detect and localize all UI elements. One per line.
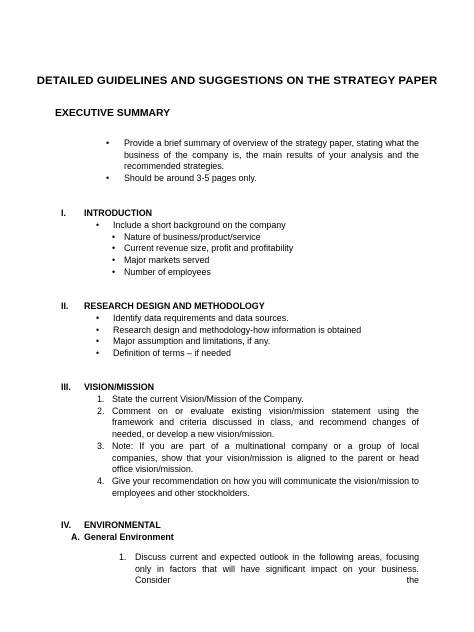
bullet-icon: •	[106, 173, 110, 184]
bullet-icon: •	[112, 255, 116, 266]
bullet-icon: •	[96, 324, 100, 335]
list-item: • Should be around 3-5 pages only.	[106, 173, 257, 184]
bullet-icon: •	[106, 138, 110, 148]
sub-list-item: • Number of employees	[112, 266, 211, 277]
list-item: • Identify data requirements and data sources.	[96, 313, 289, 323]
sub-list-item: • Current revenue size, profit and profitability	[112, 243, 294, 254]
bullet-icon: •	[112, 231, 116, 242]
section-heading: II. RESEARCH DESIGN AND METHODOLOGY	[61, 301, 265, 311]
section-vision-mission	[0, 382, 474, 499]
bullet-icon: •	[112, 266, 116, 277]
bullet-icon: •	[112, 243, 116, 254]
numbered-item: 3. Note: If you are part of a multinational company or a group of local companies, show that your vision/mission is aligned to the parent or head office vision/mission.	[97, 440, 419, 475]
list-item: • Major assumption and limitations, if any.	[96, 336, 271, 347]
bullet-icon: •	[96, 313, 100, 323]
sub-list-item: • Major markets served	[112, 255, 210, 266]
section-heading: IV. ENVIRONMENTAL	[61, 520, 161, 530]
section-heading: I. INTRODUCTION	[61, 208, 153, 218]
section-heading: III. VISION/MISSION	[61, 382, 155, 392]
section-introduction	[0, 208, 474, 279]
bullet-icon: •	[96, 336, 100, 347]
bullet-icon: •	[96, 348, 100, 359]
bullet-icon: •	[96, 220, 100, 230]
numbered-item: 4. Give your recommendation on how you will communicate the vision/mission to employees and other stockholders.	[97, 475, 419, 498]
document-title: DETAILED GUIDELINES AND SUGGESTIONS ON THE STRATEGY PAPER	[36, 75, 438, 87]
numbered-item: 1. State the current Vision/Mission of the Company.	[97, 394, 304, 404]
sub-list-item: • Nature of business/product/service	[112, 231, 261, 242]
list-item: • Definition of terms – if needed	[96, 348, 231, 359]
list-item: • Research design and methodology-how information is obtained	[96, 324, 362, 335]
section-environmental	[0, 520, 474, 587]
list-item: • Provide a brief summary of overview of the strategy paper, stating what the business of the company is, the main results of your analysis and the recommended strategies.	[106, 138, 419, 172]
section-research	[0, 301, 474, 360]
numbered-item: 1. Discuss current and expected outlook in the following areas, focusing only in factors that will have significant impact on your business. Consider the	[119, 552, 419, 586]
numbered-item: 2. Comment on or evaluate existing vision/mission statement using the framework and criteria discussed in class, and recommend changes of needed, or develop a new vision/mission.	[97, 405, 419, 440]
executive-summary-list	[0, 138, 474, 185]
executive-summary-heading: EXECUTIVE SUMMARY	[55, 108, 171, 119]
list-item: • Include a short background on the company	[96, 220, 286, 230]
subsection-heading: A. General Environment	[71, 532, 174, 542]
